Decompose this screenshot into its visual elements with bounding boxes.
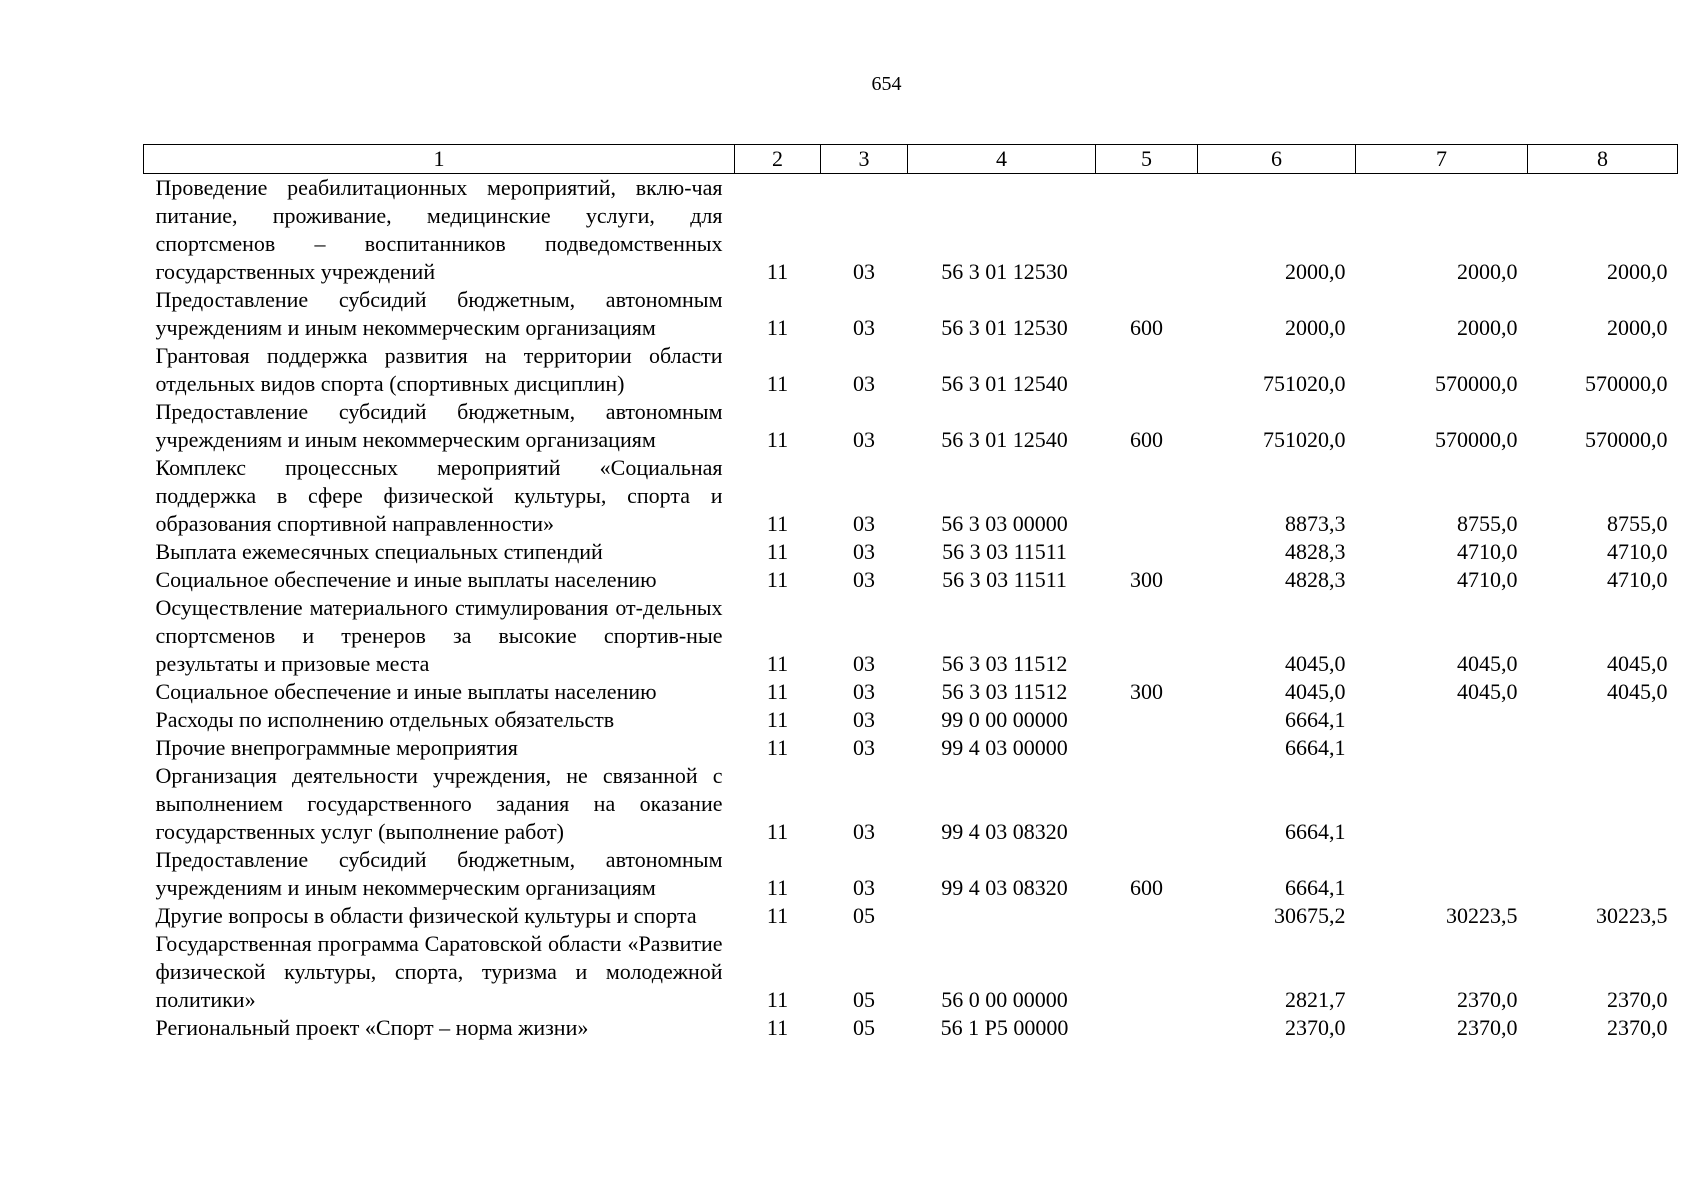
row-subsection: 03 <box>853 707 875 732</box>
row-amount-2: 570000,0 <box>1435 371 1518 396</box>
col-header-amount-3: 8 <box>1528 145 1678 174</box>
row-expense-type: 300 <box>1130 567 1163 592</box>
col-header-section: 2 <box>735 145 821 174</box>
row-section: 11 <box>766 903 789 928</box>
row-name: Другие вопросы в области физической культуры и спорта <box>155 903 697 928</box>
row-amount-3 <box>1528 762 1678 846</box>
row-amount-2: 4710,0 <box>1457 567 1518 592</box>
row-subsection: 03 <box>853 819 875 844</box>
row-amount-1: 2000,0 <box>1285 315 1346 340</box>
row-section: 11 <box>766 427 789 452</box>
budget-table <box>143 144 1678 1042</box>
row-target-article: 56 3 03 00000 <box>941 511 1068 536</box>
row-expense-type <box>1096 902 1198 930</box>
row-amount-2 <box>1356 762 1528 846</box>
row-amount-3: 4710,0 <box>1607 539 1668 564</box>
row-expense-type <box>1096 762 1198 846</box>
row-amount-2 <box>1356 846 1528 902</box>
table-row <box>144 902 1678 930</box>
row-target-article: 56 0 00 00000 <box>941 987 1068 1012</box>
row-amount-3 <box>1528 846 1678 902</box>
row-section: 11 <box>766 539 789 564</box>
row-name: Проведение реабилитационных мероприятий, вклю-чая питание, проживание, медицинские услуги, для спортсменов – воспитанников подведомственных государственных учреждений <box>155 175 723 284</box>
col-header-amount-1: 6 <box>1198 145 1356 174</box>
row-section: 11 <box>766 567 789 592</box>
row-name: Организация деятельности учреждения, не связанной с выполнением государственного задания на оказание государственных услуг (выполнение работ) <box>155 763 723 844</box>
row-amount-1: 2000,0 <box>1285 259 1346 284</box>
col-header-amount-2: 7 <box>1356 145 1528 174</box>
row-name: Расходы по исполнению отдельных обязательств <box>155 707 615 732</box>
row-expense-type <box>1096 342 1198 398</box>
row-amount-3 <box>1528 734 1678 762</box>
row-subsection: 05 <box>853 987 875 1012</box>
row-subsection: 03 <box>853 679 875 704</box>
row-expense-type <box>1096 454 1198 538</box>
row-target-article: 56 3 03 11511 <box>942 567 1067 592</box>
row-amount-3: 8755,0 <box>1607 511 1668 536</box>
row-amount-2: 30223,5 <box>1446 903 1518 928</box>
row-name: Осуществление материального стимулирования от-дельных спортсменов и тренеров за высокие спортив-ные результаты и призовые места <box>155 595 723 676</box>
row-amount-3: 2000,0 <box>1607 259 1668 284</box>
row-subsection: 03 <box>853 539 875 564</box>
row-amount-3 <box>1528 706 1678 734</box>
row-expense-type <box>1096 174 1198 287</box>
row-section: 11 <box>766 259 789 284</box>
row-name: Региональный проект «Спорт – норма жизни» <box>155 1015 589 1040</box>
row-target-article: 56 3 03 11511 <box>942 539 1067 564</box>
row-amount-1: 2370,0 <box>1285 1015 1346 1040</box>
row-amount-3: 2370,0 <box>1607 987 1668 1012</box>
row-subsection: 03 <box>853 427 875 452</box>
row-name: Предоставление субсидий бюджетным, автономным учреждениям и иным некоммерческим организациям <box>155 399 723 452</box>
row-expense-type <box>1096 734 1198 762</box>
row-target-article: 56 3 01 12540 <box>941 371 1068 396</box>
table-row <box>144 174 1678 287</box>
table-row <box>144 342 1678 398</box>
row-subsection: 03 <box>853 259 875 284</box>
row-amount-2 <box>1356 706 1528 734</box>
row-amount-2: 4045,0 <box>1457 679 1518 704</box>
row-section: 11 <box>766 707 789 732</box>
row-name: Государственная программа Саратовской области «Развитие физической культуры, спорта, туризма и молодежной политики» <box>155 931 723 1012</box>
row-amount-1: 30675,2 <box>1274 903 1346 928</box>
row-section: 11 <box>766 735 789 760</box>
table-row <box>144 538 1678 566</box>
row-amount-3: 4710,0 <box>1607 567 1668 592</box>
row-section: 11 <box>766 511 789 536</box>
table-row <box>144 762 1678 846</box>
table-row <box>144 930 1678 1014</box>
row-name: Грантовая поддержка развития на территории области отдельных видов спорта (спортивных дисциплин) <box>155 343 723 396</box>
row-section: 11 <box>766 679 789 704</box>
table-row <box>144 846 1678 902</box>
row-expense-type: 300 <box>1130 679 1163 704</box>
table-row <box>144 286 1678 342</box>
row-expense-type: 600 <box>1130 315 1163 340</box>
row-section: 11 <box>766 819 789 844</box>
row-expense-type <box>1096 538 1198 566</box>
row-amount-3: 4045,0 <box>1607 651 1668 676</box>
row-target-article: 99 0 00 00000 <box>941 707 1068 732</box>
row-amount-3: 4045,0 <box>1607 679 1668 704</box>
row-name: Прочие внепрограммные мероприятия <box>155 735 518 760</box>
row-name: Предоставление субсидий бюджетным, автономным учреждениям и иным некоммерческим организациям <box>155 847 723 900</box>
col-header-expense-type: 5 <box>1096 145 1198 174</box>
row-target-article: 56 3 03 11512 <box>941 651 1068 676</box>
row-subsection: 03 <box>853 567 875 592</box>
row-target-article <box>908 902 1096 930</box>
table-row <box>144 678 1678 706</box>
table-row <box>144 594 1678 678</box>
table-row <box>144 1014 1678 1042</box>
row-amount-1: 2821,7 <box>1285 987 1346 1012</box>
row-subsection: 03 <box>853 315 875 340</box>
table-row <box>144 706 1678 734</box>
row-subsection: 03 <box>853 371 875 396</box>
row-subsection: 05 <box>853 903 875 928</box>
row-section: 11 <box>766 875 789 900</box>
row-amount-2: 2370,0 <box>1457 1015 1518 1040</box>
row-amount-2: 2370,0 <box>1457 987 1518 1012</box>
header-row <box>144 145 1678 174</box>
row-amount-1: 6664,1 <box>1285 819 1346 844</box>
row-target-article: 99 4 03 08320 <box>941 819 1068 844</box>
row-expense-type <box>1096 930 1198 1014</box>
page-number: 654 <box>871 73 902 95</box>
row-amount-1: 6664,1 <box>1285 707 1346 732</box>
row-amount-1: 4828,3 <box>1285 567 1346 592</box>
row-section: 11 <box>766 651 789 676</box>
table-row <box>144 734 1678 762</box>
row-expense-type: 600 <box>1130 427 1163 452</box>
row-amount-2: 4045,0 <box>1457 651 1518 676</box>
row-amount-2 <box>1356 734 1528 762</box>
row-expense-type <box>1096 706 1198 734</box>
row-amount-1: 8873,3 <box>1285 511 1346 536</box>
table-row <box>144 398 1678 454</box>
row-amount-3: 570000,0 <box>1585 371 1668 396</box>
row-target-article: 56 1 Р5 00000 <box>940 1015 1069 1040</box>
row-target-article: 56 3 01 12530 <box>941 315 1068 340</box>
row-section: 11 <box>766 1015 789 1040</box>
row-target-article: 56 3 01 12540 <box>941 427 1068 452</box>
col-header-name: 1 <box>144 145 735 174</box>
row-expense-type <box>1096 594 1198 678</box>
row-subsection: 03 <box>853 735 875 760</box>
row-amount-1: 6664,1 <box>1285 875 1346 900</box>
col-header-subsection: 3 <box>821 145 908 174</box>
row-target-article: 99 4 03 00000 <box>941 735 1068 760</box>
row-amount-2: 4710,0 <box>1457 539 1518 564</box>
row-subsection: 05 <box>853 1015 875 1040</box>
row-amount-2: 570000,0 <box>1435 427 1518 452</box>
row-amount-1: 751020,0 <box>1263 427 1346 452</box>
row-subsection: 03 <box>853 511 875 536</box>
table-row <box>144 566 1678 594</box>
row-section: 11 <box>766 315 789 340</box>
row-amount-1: 6664,1 <box>1285 735 1346 760</box>
row-amount-1: 751020,0 <box>1263 371 1346 396</box>
row-amount-2: 2000,0 <box>1457 259 1518 284</box>
row-name: Предоставление субсидий бюджетным, автономным учреждениям и иным некоммерческим организациям <box>155 287 723 340</box>
row-amount-1: 4045,0 <box>1285 679 1346 704</box>
row-amount-3: 570000,0 <box>1585 427 1668 452</box>
table-row <box>144 454 1678 538</box>
row-expense-type: 600 <box>1130 875 1163 900</box>
row-amount-3: 30223,5 <box>1596 903 1668 928</box>
row-amount-3: 2370,0 <box>1607 1015 1668 1040</box>
row-expense-type <box>1096 1014 1198 1042</box>
row-subsection: 03 <box>853 651 875 676</box>
row-amount-2: 8755,0 <box>1457 511 1518 536</box>
row-subsection: 03 <box>853 875 875 900</box>
row-amount-2: 2000,0 <box>1457 315 1518 340</box>
row-name: Выплата ежемесячных специальных стипендий <box>155 539 603 564</box>
row-section: 11 <box>766 371 789 396</box>
row-section: 11 <box>766 987 789 1012</box>
row-target-article: 56 3 01 12530 <box>941 259 1068 284</box>
row-target-article: 99 4 03 08320 <box>941 875 1068 900</box>
row-amount-3: 2000,0 <box>1607 315 1668 340</box>
row-amount-1: 4045,0 <box>1285 651 1346 676</box>
row-name: Социальное обеспечение и иные выплаты населению <box>155 679 657 704</box>
col-header-target-article: 4 <box>908 145 1096 174</box>
row-amount-1: 4828,3 <box>1285 539 1346 564</box>
row-name: Комплекс процессных мероприятий «Социальная поддержка в сфере физической культуры, спорта и образования спортивной направленности» <box>155 455 723 536</box>
row-target-article: 56 3 03 11512 <box>941 679 1068 704</box>
row-name: Социальное обеспечение и иные выплаты населению <box>155 567 657 592</box>
table-body <box>144 174 1678 1043</box>
